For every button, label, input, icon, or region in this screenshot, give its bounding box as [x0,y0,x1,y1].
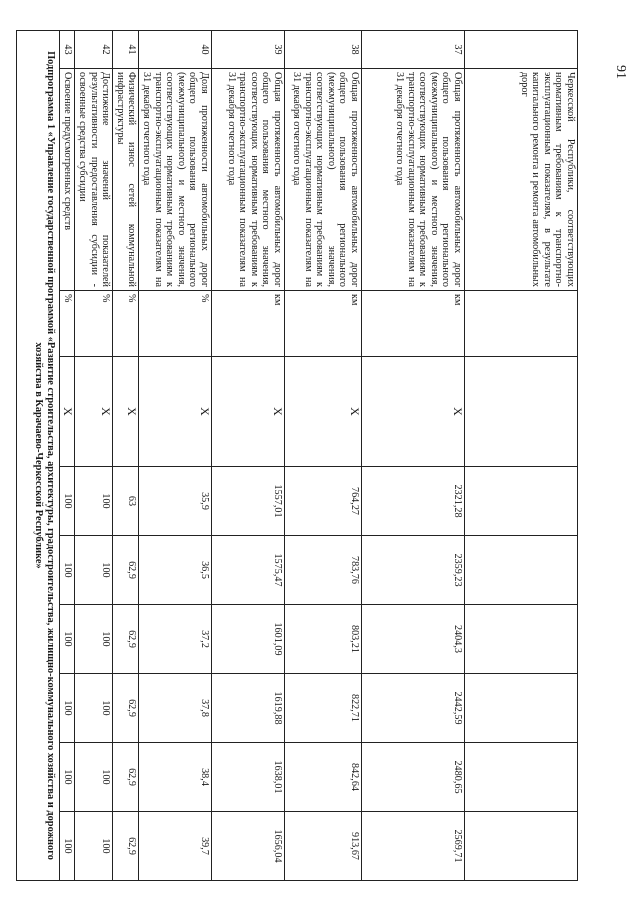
value-cell: 62,9 [113,812,139,881]
value-cell [465,467,578,536]
value-cell: 1619,88 [212,674,285,743]
value-cell: 100 [60,605,75,674]
row-number: 38 [285,31,362,69]
value-cell: 100 [60,674,75,743]
indicators-table [16,30,578,881]
value-cell: 913,67 [285,812,362,881]
unit-cell: км [212,291,285,357]
row-number: 39 [212,31,285,69]
value-cell: 100 [75,743,113,812]
base-cell: Х [75,357,113,467]
row-number [465,31,578,69]
indicator-name: Освоение предусмотренных средств [60,69,75,291]
table-row [75,31,113,881]
value-cell: 2359,23 [362,536,465,605]
unit-cell: км [285,291,362,357]
table-row [139,31,212,881]
value-cell: 35,9 [139,467,212,536]
value-cell: 822,71 [285,674,362,743]
value-cell: 1601,09 [212,605,285,674]
value-cell: 100 [75,812,113,881]
table-row [212,31,285,881]
value-cell: 36,5 [139,536,212,605]
value-cell: 63 [113,467,139,536]
value-cell: 100 [75,536,113,605]
value-cell: 1656,04 [212,812,285,881]
value-cell: 37,2 [139,605,212,674]
page-number: 91 [613,65,628,79]
value-cell: 2442,59 [362,674,465,743]
value-cell: 38,4 [139,743,212,812]
indicator-name: Общая протяженность автомобильных дорог общего пользования регионального (межмуниципального) значения, соответствующих нормативным требованиям к транспортно-эксплуатационным показателям на 31 декабря отчетного года [285,69,362,291]
row-number: 40 [139,31,212,69]
value-cell: 62,9 [113,743,139,812]
value-cell: 783,76 [285,536,362,605]
indicator-name: Общая протяженность автомобильных дорог общего пользования местного значения, соответствующих нормативным требованиям к транспортно-эксплуатационным показателям на 31 декабря отчетного года [212,69,285,291]
value-cell: 2404,3 [362,605,465,674]
value-cell [465,743,578,812]
row-number: 37 [362,31,465,69]
value-cell [465,536,578,605]
value-cell: 100 [75,467,113,536]
value-cell: 62,9 [113,674,139,743]
table-row [362,31,465,881]
value-cell: 100 [60,467,75,536]
value-cell [465,812,578,881]
unit-cell: % [60,291,75,357]
row-number: 42 [75,31,113,69]
indicator-name: Физический износ сетей коммунальной инфраструктуры [113,69,139,291]
value-cell: 842,64 [285,743,362,812]
value-cell: 2321,28 [362,467,465,536]
base-cell [465,357,578,467]
value-cell: 2569,71 [362,812,465,881]
rotated-content [33,30,578,880]
value-cell: 2480,65 [362,743,465,812]
indicator-name: Достижение значений показателей результативности предоставления субсидии - освоенные средства субсидии [75,69,113,291]
value-cell: 100 [60,536,75,605]
value-cell: 1638,01 [212,743,285,812]
value-cell: 803,21 [285,605,362,674]
unit-cell: % [113,291,139,357]
value-cell: 100 [60,743,75,812]
base-cell: Х [212,357,285,467]
unit-cell: км [362,291,465,357]
value-cell [465,674,578,743]
unit-cell [465,291,578,357]
value-cell: 62,9 [113,605,139,674]
indicator-name: Общая протяженность автомобильных дорог общего пользования регионального (межмуниципального) и местного значения, соответствующих нормативным требованиям к транспортно-эксплуатационным показателям на 31 декабря отчетного года [362,69,465,291]
value-cell: 37,8 [139,674,212,743]
unit-cell: % [75,291,113,357]
value-cell: 100 [75,605,113,674]
subprogram-row [17,31,60,881]
value-cell: 1557,01 [212,467,285,536]
value-cell: 100 [60,812,75,881]
value-cell: 764,27 [285,467,362,536]
table-row [60,31,75,881]
base-cell: Х [60,357,75,467]
table-row [285,31,362,881]
unit-cell: % [139,291,212,357]
value-cell: 100 [75,674,113,743]
value-cell: 62,9 [113,536,139,605]
base-cell: Х [362,357,465,467]
row-number: 43 [60,31,75,69]
base-cell: Х [285,357,362,467]
indicator-name: Черкесской Республики, соответствующих нормативным требованиям к транспортно-эксплуатационным показателям, в результате капитального ремонта и ремонта автомобильных дорог [465,69,578,291]
rotated-table-area [33,30,578,880]
subprogram-title: Подпрограмма 1 «Управление государственной программой «Развитие строительства, архитектуры, градостроительства, жилищно-коммунального хозяйства и дорожного хозяйства в Карачаево-Черкесской Республике» [17,31,60,881]
base-cell: Х [113,357,139,467]
indicator-name: Доля протяженности автомобильных дорог общего пользования регионального (межмуниципального) и местного значения, соответствующих нормативным требованиям к транспортно-эксплуатационным показателям на 31 декабря отчетного года [139,69,212,291]
table-row [465,31,578,881]
value-cell: 1575,47 [212,536,285,605]
table-row [113,31,139,881]
base-cell: Х [139,357,212,467]
value-cell [465,605,578,674]
row-number: 41 [113,31,139,69]
value-cell: 39,7 [139,812,212,881]
